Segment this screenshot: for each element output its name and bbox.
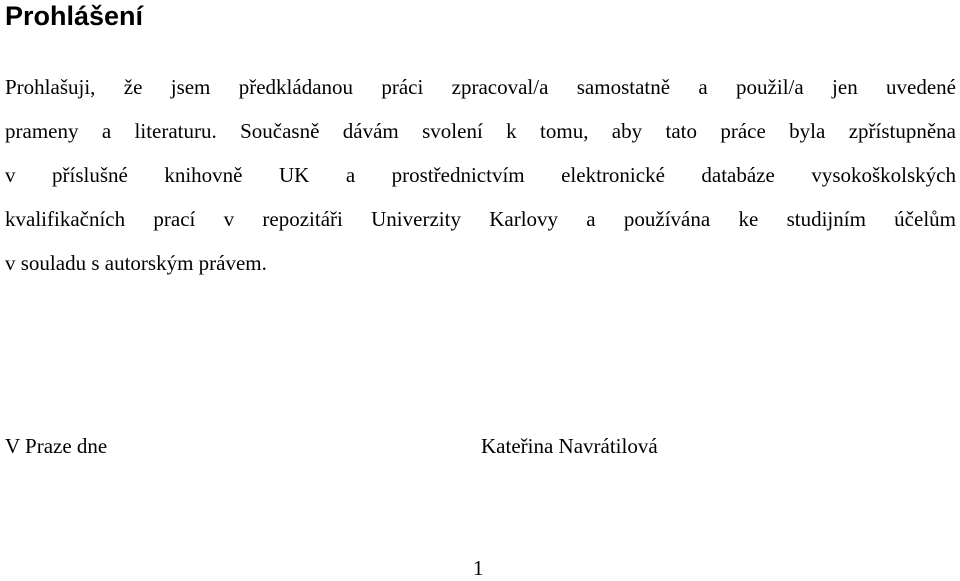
declaration-paragraph (5, 68, 956, 288)
place-date-label: V Praze dne (5, 434, 108, 458)
paragraph-line: Prohlašuji, že jsem předkládanou práci zpracoval/a samostatně a použil/a jen uvedené (5, 75, 956, 99)
author-signature-name: Kateřina Navrátilová (481, 434, 658, 458)
page-number: 1 (473, 556, 484, 580)
paragraph-line: v příslušné knihovně UK a prostřednictvím elektronické databáze vysokoškolských (5, 163, 956, 187)
paragraph-line: prameny a literaturu. Současně dávám svolení k tomu, aby tato práce byla zpřístupněna (5, 119, 956, 143)
paragraph-line: v souladu s autorským právem. (5, 251, 267, 275)
declaration-heading: Prohlášení (5, 1, 144, 31)
paragraph-line: kvalifikačních prací v repozitáři Univerzity Karlovy a používána ke studijním účelům (5, 207, 956, 231)
